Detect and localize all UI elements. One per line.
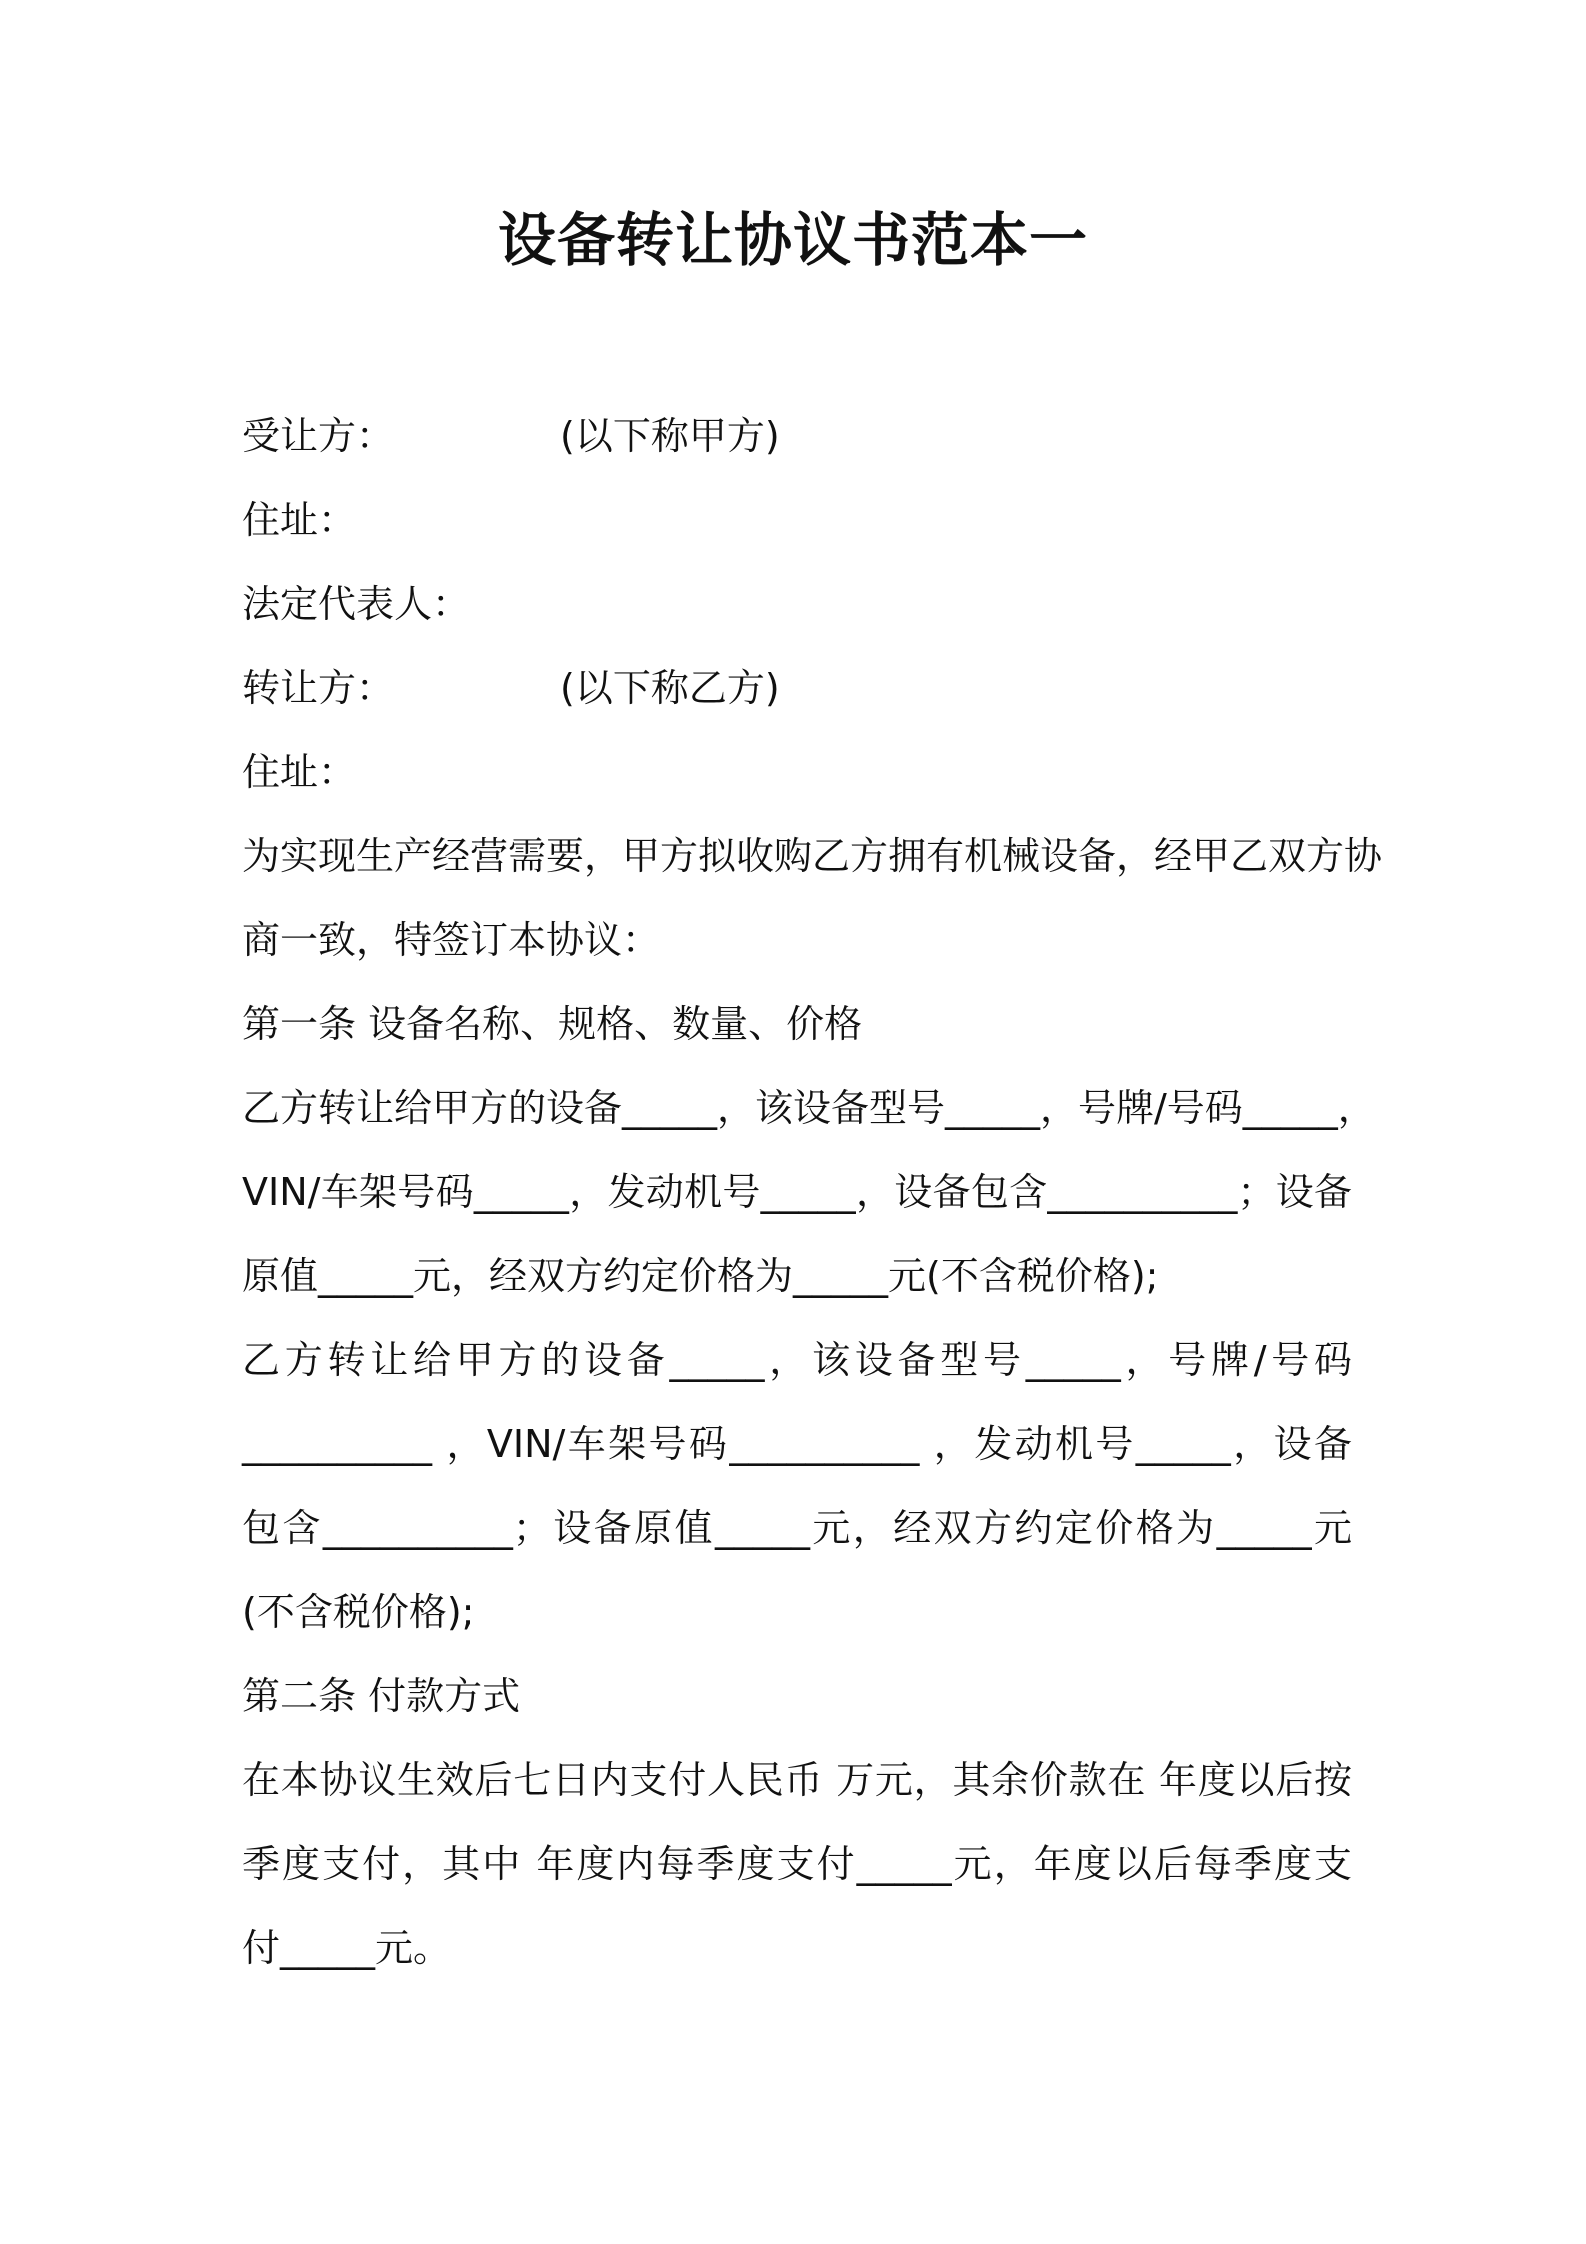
party-b-label: 转让方： — [242, 666, 395, 710]
article-1-item-2-line-2: __________ ，VIN/车架号码__________ ，发动机号_____，设备 — [242, 1422, 1352, 1466]
party-b-line — [242, 662, 1352, 714]
page-title: 设备转让协议书范本一 — [497, 206, 1088, 274]
party-a-address: 住址： — [242, 498, 357, 542]
article-2-line-2: 季度支付，其中 年度内每季度支付_____元，年度以后每季度支 — [242, 1842, 1352, 1886]
party-b-suffix: (以下称乙方) — [560, 666, 780, 710]
party-b-address: 住址： — [242, 750, 357, 794]
article-2-title: 第二条 付款方式 — [242, 1674, 521, 1718]
party-a-representative: 法定代表人： — [242, 582, 471, 626]
article-1-item-1-line-2: VIN/车架号码_____，发动机号_____，设备包含__________；设备 — [242, 1170, 1352, 1214]
party-a-suffix: (以下称甲方) — [560, 414, 780, 458]
article-2-line-3: 付_____元。 — [242, 1926, 452, 1970]
article-1-item-2-line-3: 包含__________；设备原值_____元，经双方约定价格为_____元 — [242, 1506, 1352, 1550]
intro-line-2: 商一致，特签订本协议： — [242, 918, 661, 962]
article-2-line-1: 在本协议生效后七日内支付人民币 万元，其余价款在 年度以后按 — [242, 1758, 1352, 1802]
intro-line-1: 为实现生产经营需要，甲方拟收购乙方拥有机械设备，经甲乙双方协 — [242, 834, 1383, 878]
party-a-label: 受让方： — [242, 414, 395, 458]
article-1-item-1-line-3: 原值_____元，经双方约定价格为_____元(不含税价格); — [242, 1254, 1159, 1298]
article-1-item-2-line-1: 乙方转让给甲方的设备_____，该设备型号_____，号牌/号码 — [242, 1338, 1352, 1382]
party-a-line — [242, 410, 1352, 462]
article-1-item-1-line-1: 乙方转让给甲方的设备_____，该设备型号_____，号牌/号码_____， — [242, 1086, 1376, 1130]
article-1-item-2-line-4: (不含税价格); — [242, 1590, 475, 1634]
article-1-title: 第一条 设备名称、规格、数量、价格 — [242, 1002, 863, 1046]
